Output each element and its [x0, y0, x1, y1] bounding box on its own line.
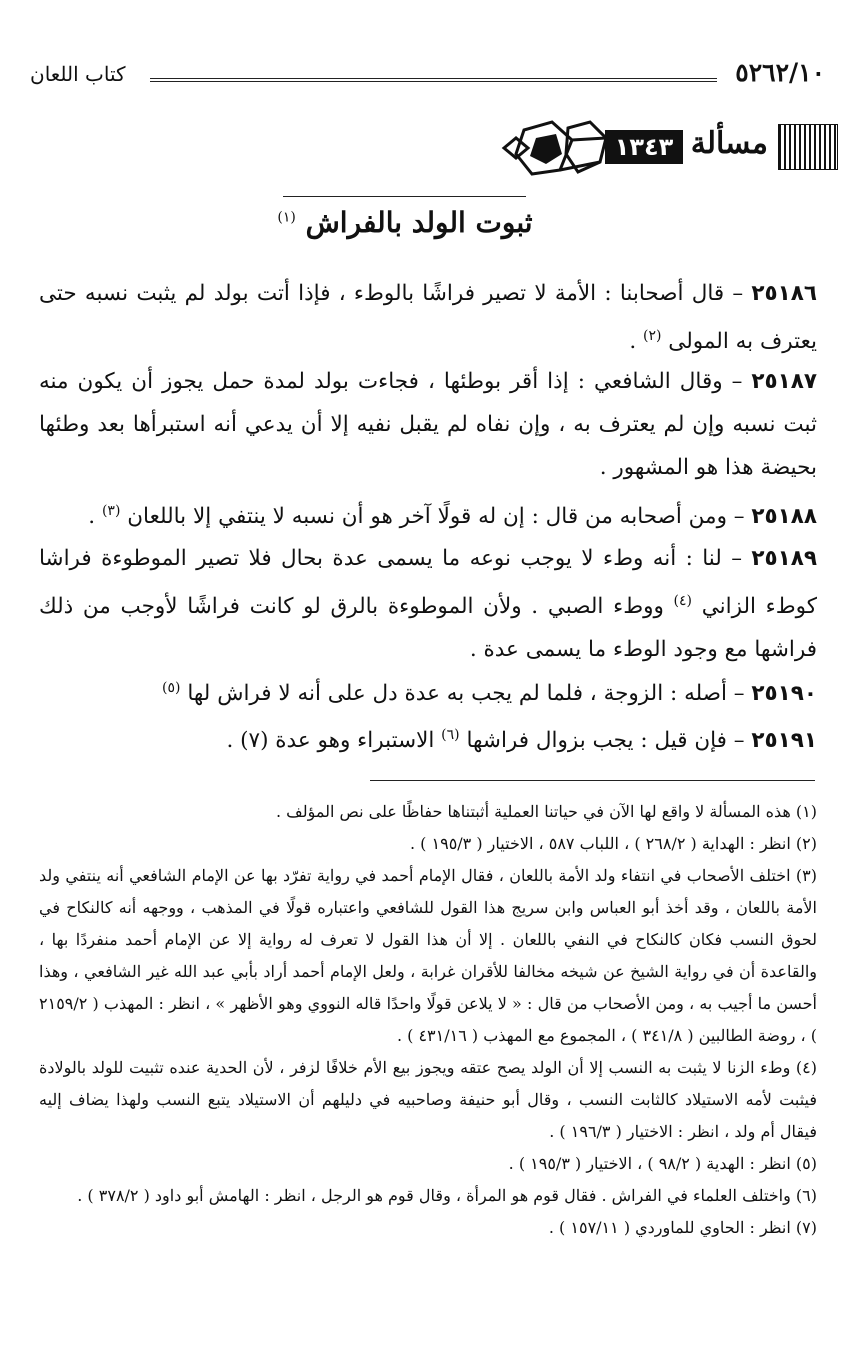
- paragraph: [39, 667, 817, 715]
- footnote-separator: [370, 780, 815, 781]
- paragraph-text: – ومن أصحابه من قال : إن له قولًا آخر هو أن نسبه لا ينتفي إلا باللعان: [120, 504, 752, 530]
- paragraph: [39, 360, 817, 489]
- paragraph-tail: ووطء الصبي . ولأن الموطوءة بالرق لو كانت فراشًا لأوجب من ذلك فراشها مع وجود الوطء ما يسمى عدة .: [39, 594, 817, 663]
- footnote: (٦) واختلف العلماء في الفراش . فقال قوم هو المرأة ، وقال قوم هو الرجل ، انظر : الهامش أبو داود ( ٣٧٨/٢ ) .: [77, 1186, 817, 1205]
- book-title: كتاب اللعان: [30, 62, 126, 86]
- geometric-ornament: [500, 118, 610, 178]
- footnote: (٢) انظر : الهداية ( ٢٦٨/٢ ) ، اللباب ٥٨٧ ، الاختيار ( ١٩٥/٣ ) .: [410, 834, 817, 853]
- paragraph-text: – فإن قيل : يجب بزوال فراشها: [459, 728, 752, 754]
- footnote-mark: (٣): [101, 503, 121, 519]
- running-header: [30, 58, 825, 92]
- chapter-title-text: ثبوت الولد بالفراش: [305, 206, 533, 239]
- footnote: (٣) اختلف الأصحاب في انتفاء ولد الأمة باللعان ، فقال الإمام أحمد في رواية تفرّد بها عن الإمام الشافعي أنه ينتفي ولد الأمة باللعان ، وقد أخذ أبو العباس وابن سريج هذا القول للشافعي واعتباره قولًا في المذهب ، ووجهه أنه كالنكاح في لحوق النسب فكان كالنكاح في النفي باللعان . إلا أن هذا القول لا تعرف له رواية إلا عن الإمام أحمد منفردًا بها ، والقاعدة أن في رواية الشيخ عن شيخه مخالفا للأقران غرابة ، ولعل الإمام أحمد أراد بأبي عبد الله غير الشافعي ، وهذا أحسن ما أجيب به ، ومن الأصحاب من قال : « لا يلاعن قولًا واحدًا قاله النووي وهو الأظهر » ، انظر : المهذب ( ٢١٥٩/٢ ) ، روضة الطالبين ( ٣٤١/٨ ) ، المجموع مع المهذب ( ٤٣١/١٦ ) .: [39, 866, 817, 1045]
- paragraph-tail: الاستبراء وهو عدة (٧) .: [226, 728, 442, 754]
- paragraph: [39, 537, 817, 671]
- masala-number: ١٣٤٣: [605, 130, 683, 164]
- header-rule: [150, 78, 717, 82]
- paragraph-number: ٢٥١٨٦: [751, 281, 817, 306]
- paragraph: [39, 490, 817, 538]
- paragraph-number: ٢٥١٩٠: [751, 681, 817, 707]
- footnote-mark: (٦): [441, 727, 460, 743]
- masala-banner: [500, 118, 838, 178]
- title-rule: [283, 196, 526, 197]
- footnote-mark: (٢): [642, 328, 662, 344]
- footnote: (٤) وطء الزنا لا يثبت به النسب إلا أن الولد يصح عتقه ويجوز بيع الأم خلافًا لزفر ، لأن الحدية عنده تثبيت للولد بالولادة فيثبت لأمه الاستيلاد كالثابت النسب ، وقال أبو حنيفة وصاحبيه في دليلهم أن الاستيلاد يتبع النسب ولهذا يضاف إليه فيقال أم ولد ، انظر : الاختيار ( ١٩٦/٣ ) .: [39, 1058, 818, 1141]
- paragraph-tail: .: [88, 504, 102, 530]
- footnote: (٥) انظر : الهدية ( ٩٨/٢ ) ، الاختيار ( ١٩٥/٣ ) .: [508, 1154, 817, 1173]
- paragraph-number: ٢٥١٨٨: [751, 504, 817, 530]
- paragraph: [39, 714, 817, 762]
- paragraph-number: ٢٥١٨٩: [751, 546, 817, 571]
- footnote: (٧) انظر : الحاوي للماوردي ( ١٥٧/١١ ) .: [548, 1218, 817, 1237]
- paragraph-text: – قال أصحابنا : الأمة لا تصير فراشًا بالوطء ، فإذا أتت بولد لم يثبت نسبه حتى يعترف به المولى: [39, 281, 817, 355]
- masala-label: مسألة: [690, 126, 768, 161]
- footnote-mark: (٤): [673, 593, 693, 609]
- paragraph-text: – وقال الشافعي : إذا أقر بوطئها ، فجاءت بولد لمدة حمل يجوز أن يكون منه ثبت نسبه وإن لم يعترف به ، وإن نفاه لم يقبل نفيه إلا أن يدعي أنه استبرأها بعد وطئها بحيضة هذا هو المشهور .: [39, 369, 817, 480]
- page-reference: ٥٢٦٢/١٠: [735, 58, 825, 87]
- chapter-title: [240, 206, 570, 239]
- footnote: (١) هذه المسألة لا واقع لها الآن في حياتنا العملية أثبتناها حفاظًا على نص المؤلف .: [275, 802, 817, 821]
- paragraph-number: ٢٥١٩١: [751, 728, 817, 754]
- paragraph-tail: .: [629, 329, 643, 355]
- paragraph: [39, 272, 817, 363]
- footnote-mark: (٥): [162, 680, 181, 696]
- barcode-ornament: [778, 124, 838, 170]
- paragraph-text: – لنا : أنه وطء لا يوجب نوعه ما يسمى عدة بحال فلا تصير الموطوءة فراشا كوطء الزاني: [39, 546, 817, 620]
- paragraph-number: ٢٥١٨٧: [751, 369, 817, 394]
- paragraph-text: – أصله : الزوجة ، فلما لم يجب به عدة دل على أنه لا فراش لها: [180, 681, 752, 707]
- chapter-note-mark: (١): [277, 209, 296, 226]
